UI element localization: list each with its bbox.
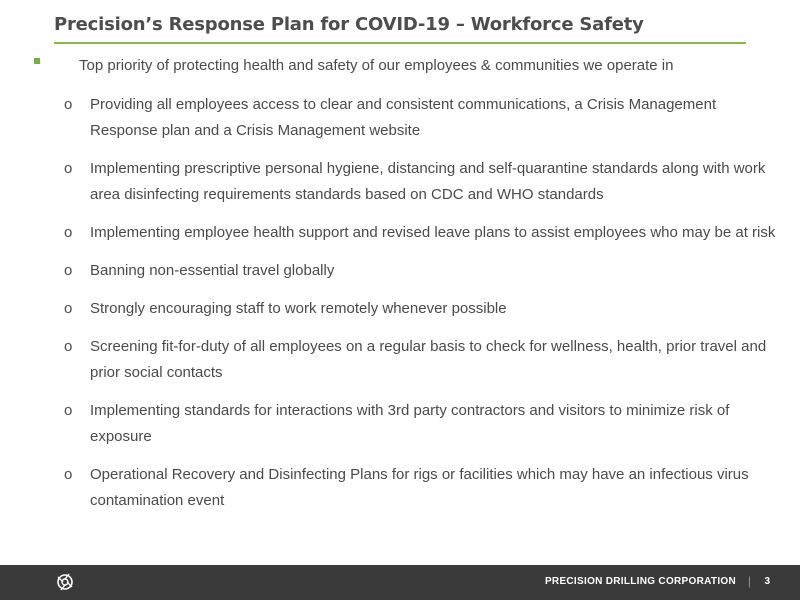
sub-bullet-item bbox=[62, 334, 782, 386]
sub-bullet-item bbox=[62, 156, 782, 208]
circle-bullet-icon: o bbox=[64, 262, 73, 279]
company-name: PRECISION DRILLING CORPORATION bbox=[544, 576, 736, 587]
sub-bullet-item bbox=[62, 462, 782, 514]
square-bullet-icon bbox=[34, 58, 40, 64]
title-underline bbox=[54, 42, 746, 44]
circle-bullet-icon: o bbox=[64, 160, 73, 177]
sub-bullet-item bbox=[62, 258, 782, 284]
sub-bullet-item bbox=[62, 296, 782, 322]
circle-bullet-icon: o bbox=[64, 402, 73, 419]
slide-title: Precision’s Response Plan for COVID-19 – Workforce Safety bbox=[54, 14, 644, 35]
page-number: 3 bbox=[764, 576, 770, 587]
sub-bullet-item bbox=[62, 220, 782, 246]
circle-bullet-icon: o bbox=[64, 96, 73, 113]
sub-bullet-text: Operational Recovery and Disinfecting Plans for rigs or facilities which may have an infectious virus contamination event bbox=[90, 466, 749, 509]
sub-bullet-text: Screening fit-for-duty of all employees on a regular basis to check for wellness, health, prior travel and prior social contacts bbox=[90, 338, 767, 381]
sub-bullet-text: Banning non-essential travel globally bbox=[90, 262, 335, 279]
circle-bullet-icon: o bbox=[64, 224, 73, 241]
circle-bullet-icon: o bbox=[64, 466, 73, 483]
precision-drilling-logo-icon bbox=[54, 571, 76, 593]
main-bullet-text: Top priority of protecting health and safety of our employees & communities we operate in bbox=[79, 57, 674, 74]
sub-bullet-text: Strongly encouraging staff to work remotely whenever possible bbox=[90, 300, 507, 317]
sub-bullet-text: Implementing employee health support and revised leave plans to assist employees who may be at risk bbox=[90, 224, 776, 241]
sub-bullet-item bbox=[62, 92, 782, 144]
sub-bullet-item bbox=[62, 398, 782, 450]
sub-bullet-text: Implementing prescriptive personal hygiene, distancing and self-quarantine standards along with work area disinfecting requirements standards based on CDC and WHO standards bbox=[90, 160, 766, 203]
sub-bullet-list bbox=[62, 92, 782, 526]
sub-bullet-text: Providing all employees access to clear and consistent communications, a Crisis Management Response plan and a Crisis Management website bbox=[90, 96, 717, 139]
sub-bullet-text: Implementing standards for interactions with 3rd party contractors and visitors to minimize risk of exposure bbox=[90, 402, 730, 445]
circle-bullet-icon: o bbox=[64, 300, 73, 317]
circle-bullet-icon: o bbox=[64, 338, 73, 355]
footer-separator: | bbox=[747, 574, 751, 588]
footer-bar bbox=[0, 565, 800, 600]
